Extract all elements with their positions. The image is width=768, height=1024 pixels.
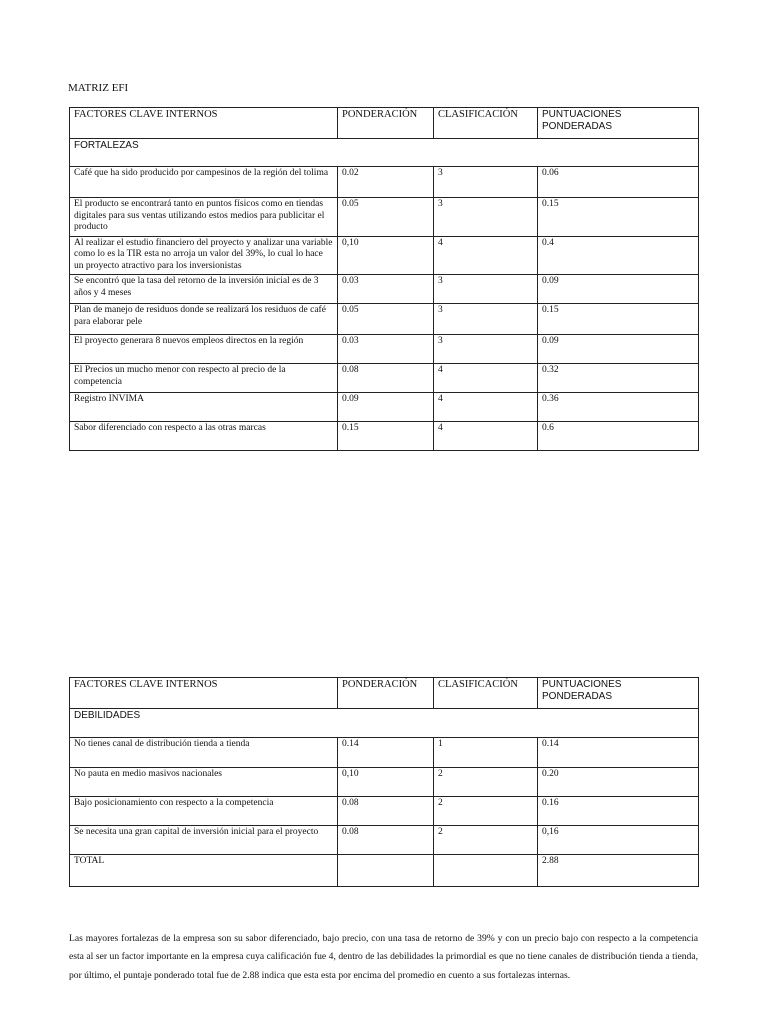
section-label-strengths: FORTALEZAS xyxy=(70,139,699,167)
rating-cell: 4 xyxy=(434,364,538,393)
weight-cell: 0,10 xyxy=(338,768,434,797)
table-row xyxy=(70,768,699,797)
header-weight: PONDERACIÓN xyxy=(338,108,434,139)
rating-cell: 2 xyxy=(434,768,538,797)
rating-cell: 4 xyxy=(434,422,538,451)
header-score-line1: PUNTUACIONES xyxy=(542,679,622,690)
weight-cell: 0.09 xyxy=(338,393,434,422)
weight-cell: 0.05 xyxy=(338,304,434,335)
total-score: 2.88 xyxy=(538,855,699,887)
table-row xyxy=(70,236,699,275)
table-row xyxy=(70,167,699,198)
score-cell: 0.14 xyxy=(538,738,699,768)
factor-cell: El Precios un mucho menor con respecto al precio de la competencia xyxy=(70,364,338,393)
weight-cell: 0,10 xyxy=(338,236,434,275)
factor-cell: No tienes canal de distribución tienda a tienda xyxy=(70,738,338,768)
total-row xyxy=(70,855,699,887)
score-cell: 0.20 xyxy=(538,768,699,797)
table-row xyxy=(70,304,699,335)
weight-cell: 0.14 xyxy=(338,738,434,768)
header-rating: CLASIFICACIÓN xyxy=(434,678,538,709)
score-cell: 0.15 xyxy=(538,304,699,335)
factor-cell: Al realizar el estudio financiero del proyecto y analizar una variable como lo es la TIR esta no arroja un valor del 39%, lo cual lo hace un proyecto atractivo para los inversionistas xyxy=(70,236,338,275)
factor-cell: Bajo posicionamiento con respecto a la competencia xyxy=(70,797,338,826)
strengths-table xyxy=(69,107,699,451)
factor-cell: Se necesita una gran capital de inversión inicial para el proyecto xyxy=(70,826,338,855)
factor-cell: Plan de manejo de residuos donde se realizará los residuos de café para elaborar pele xyxy=(70,304,338,335)
factor-cell: Registro INVIMA xyxy=(70,393,338,422)
rating-cell: 3 xyxy=(434,198,538,237)
score-cell: 0.15 xyxy=(538,198,699,237)
table-row xyxy=(70,422,699,451)
rating-cell: 4 xyxy=(434,393,538,422)
header-score xyxy=(538,108,699,139)
table-header-row xyxy=(70,678,699,709)
rating-cell: 1 xyxy=(434,738,538,768)
table-header-row xyxy=(70,108,699,139)
weight-cell: 0.03 xyxy=(338,275,434,304)
total-label: TOTAL xyxy=(70,855,338,887)
rating-cell: 3 xyxy=(434,304,538,335)
weight-cell: 0.03 xyxy=(338,335,434,364)
score-cell: 0.09 xyxy=(538,275,699,304)
score-cell: 0.06 xyxy=(538,167,699,198)
section-row xyxy=(70,139,699,167)
conclusion-paragraph: Las mayores fortalezas de la empresa son su sabor diferenciado, bajo precio, con una tasa de retorno de 39% y con un precio bajo con respecto a la competencia esta al ser un factor importante en la empresa cuya calificación fue 4, dentro de las debilidades la primordial es que no tiene canales de distribución tienda a tienda, por último, el puntaje ponderado total fue de 2.88 indica que esta esta por encima del promedio en cuento a sus fortalezas internas. xyxy=(69,932,698,981)
header-weight: PONDERACIÓN xyxy=(338,678,434,709)
table-row xyxy=(70,393,699,422)
weaknesses-table xyxy=(69,677,699,887)
total-weight-cell xyxy=(338,855,434,887)
factor-cell: Se encontró que la tasa del retorno de la inversión inicial es de 3 años y 4 meses xyxy=(70,275,338,304)
weight-cell: 0.08 xyxy=(338,826,434,855)
factor-cell: No pauta en medio masivos nacionales xyxy=(70,768,338,797)
score-cell: 0,16 xyxy=(538,826,699,855)
header-score-line2: PONDERADAS xyxy=(542,121,613,132)
score-cell: 0.16 xyxy=(538,797,699,826)
rating-cell: 3 xyxy=(434,335,538,364)
weight-cell: 0.05 xyxy=(338,198,434,237)
rating-cell: 4 xyxy=(434,236,538,275)
header-factor: FACTORES CLAVE INTERNOS xyxy=(70,678,338,709)
factor-cell: El producto se encontrará tanto en puntos físicos como en tiendas digitales para sus ventas utilizando estos medios para publicitar el producto xyxy=(70,198,338,237)
table-row xyxy=(70,738,699,768)
factor-cell: Café que ha sido producido por campesinos de la región del tolima xyxy=(70,167,338,198)
table-row xyxy=(70,826,699,855)
header-score-line2: PONDERADAS xyxy=(542,691,613,702)
table-row xyxy=(70,335,699,364)
rating-cell: 3 xyxy=(434,275,538,304)
section-row xyxy=(70,709,699,738)
weight-cell: 0.15 xyxy=(338,422,434,451)
weight-cell: 0.08 xyxy=(338,797,434,826)
table-row xyxy=(70,364,699,393)
header-rating: CLASIFICACIÓN xyxy=(434,108,538,139)
factor-cell: Sabor diferenciado con respecto a las otras marcas xyxy=(70,422,338,451)
header-score xyxy=(538,678,699,709)
rating-cell: 2 xyxy=(434,797,538,826)
score-cell: 0.6 xyxy=(538,422,699,451)
section-label-weaknesses: DEBILIDADES xyxy=(70,709,699,738)
score-cell: 0.4 xyxy=(538,236,699,275)
header-score-line1: PUNTUACIONES xyxy=(542,109,622,120)
weight-cell: 0.08 xyxy=(338,364,434,393)
score-cell: 0.09 xyxy=(538,335,699,364)
header-factor: FACTORES CLAVE INTERNOS xyxy=(70,108,338,139)
rating-cell: 3 xyxy=(434,167,538,198)
score-cell: 0.32 xyxy=(538,364,699,393)
factor-cell: El proyecto generara 8 nuevos empleos directos en la región xyxy=(70,335,338,364)
table-row xyxy=(70,198,699,237)
weight-cell: 0.02 xyxy=(338,167,434,198)
score-cell: 0.36 xyxy=(538,393,699,422)
rating-cell: 2 xyxy=(434,826,538,855)
document-title: MATRIZ EFI xyxy=(68,82,129,94)
table-row xyxy=(70,275,699,304)
table-row xyxy=(70,797,699,826)
total-rating-cell xyxy=(434,855,538,887)
